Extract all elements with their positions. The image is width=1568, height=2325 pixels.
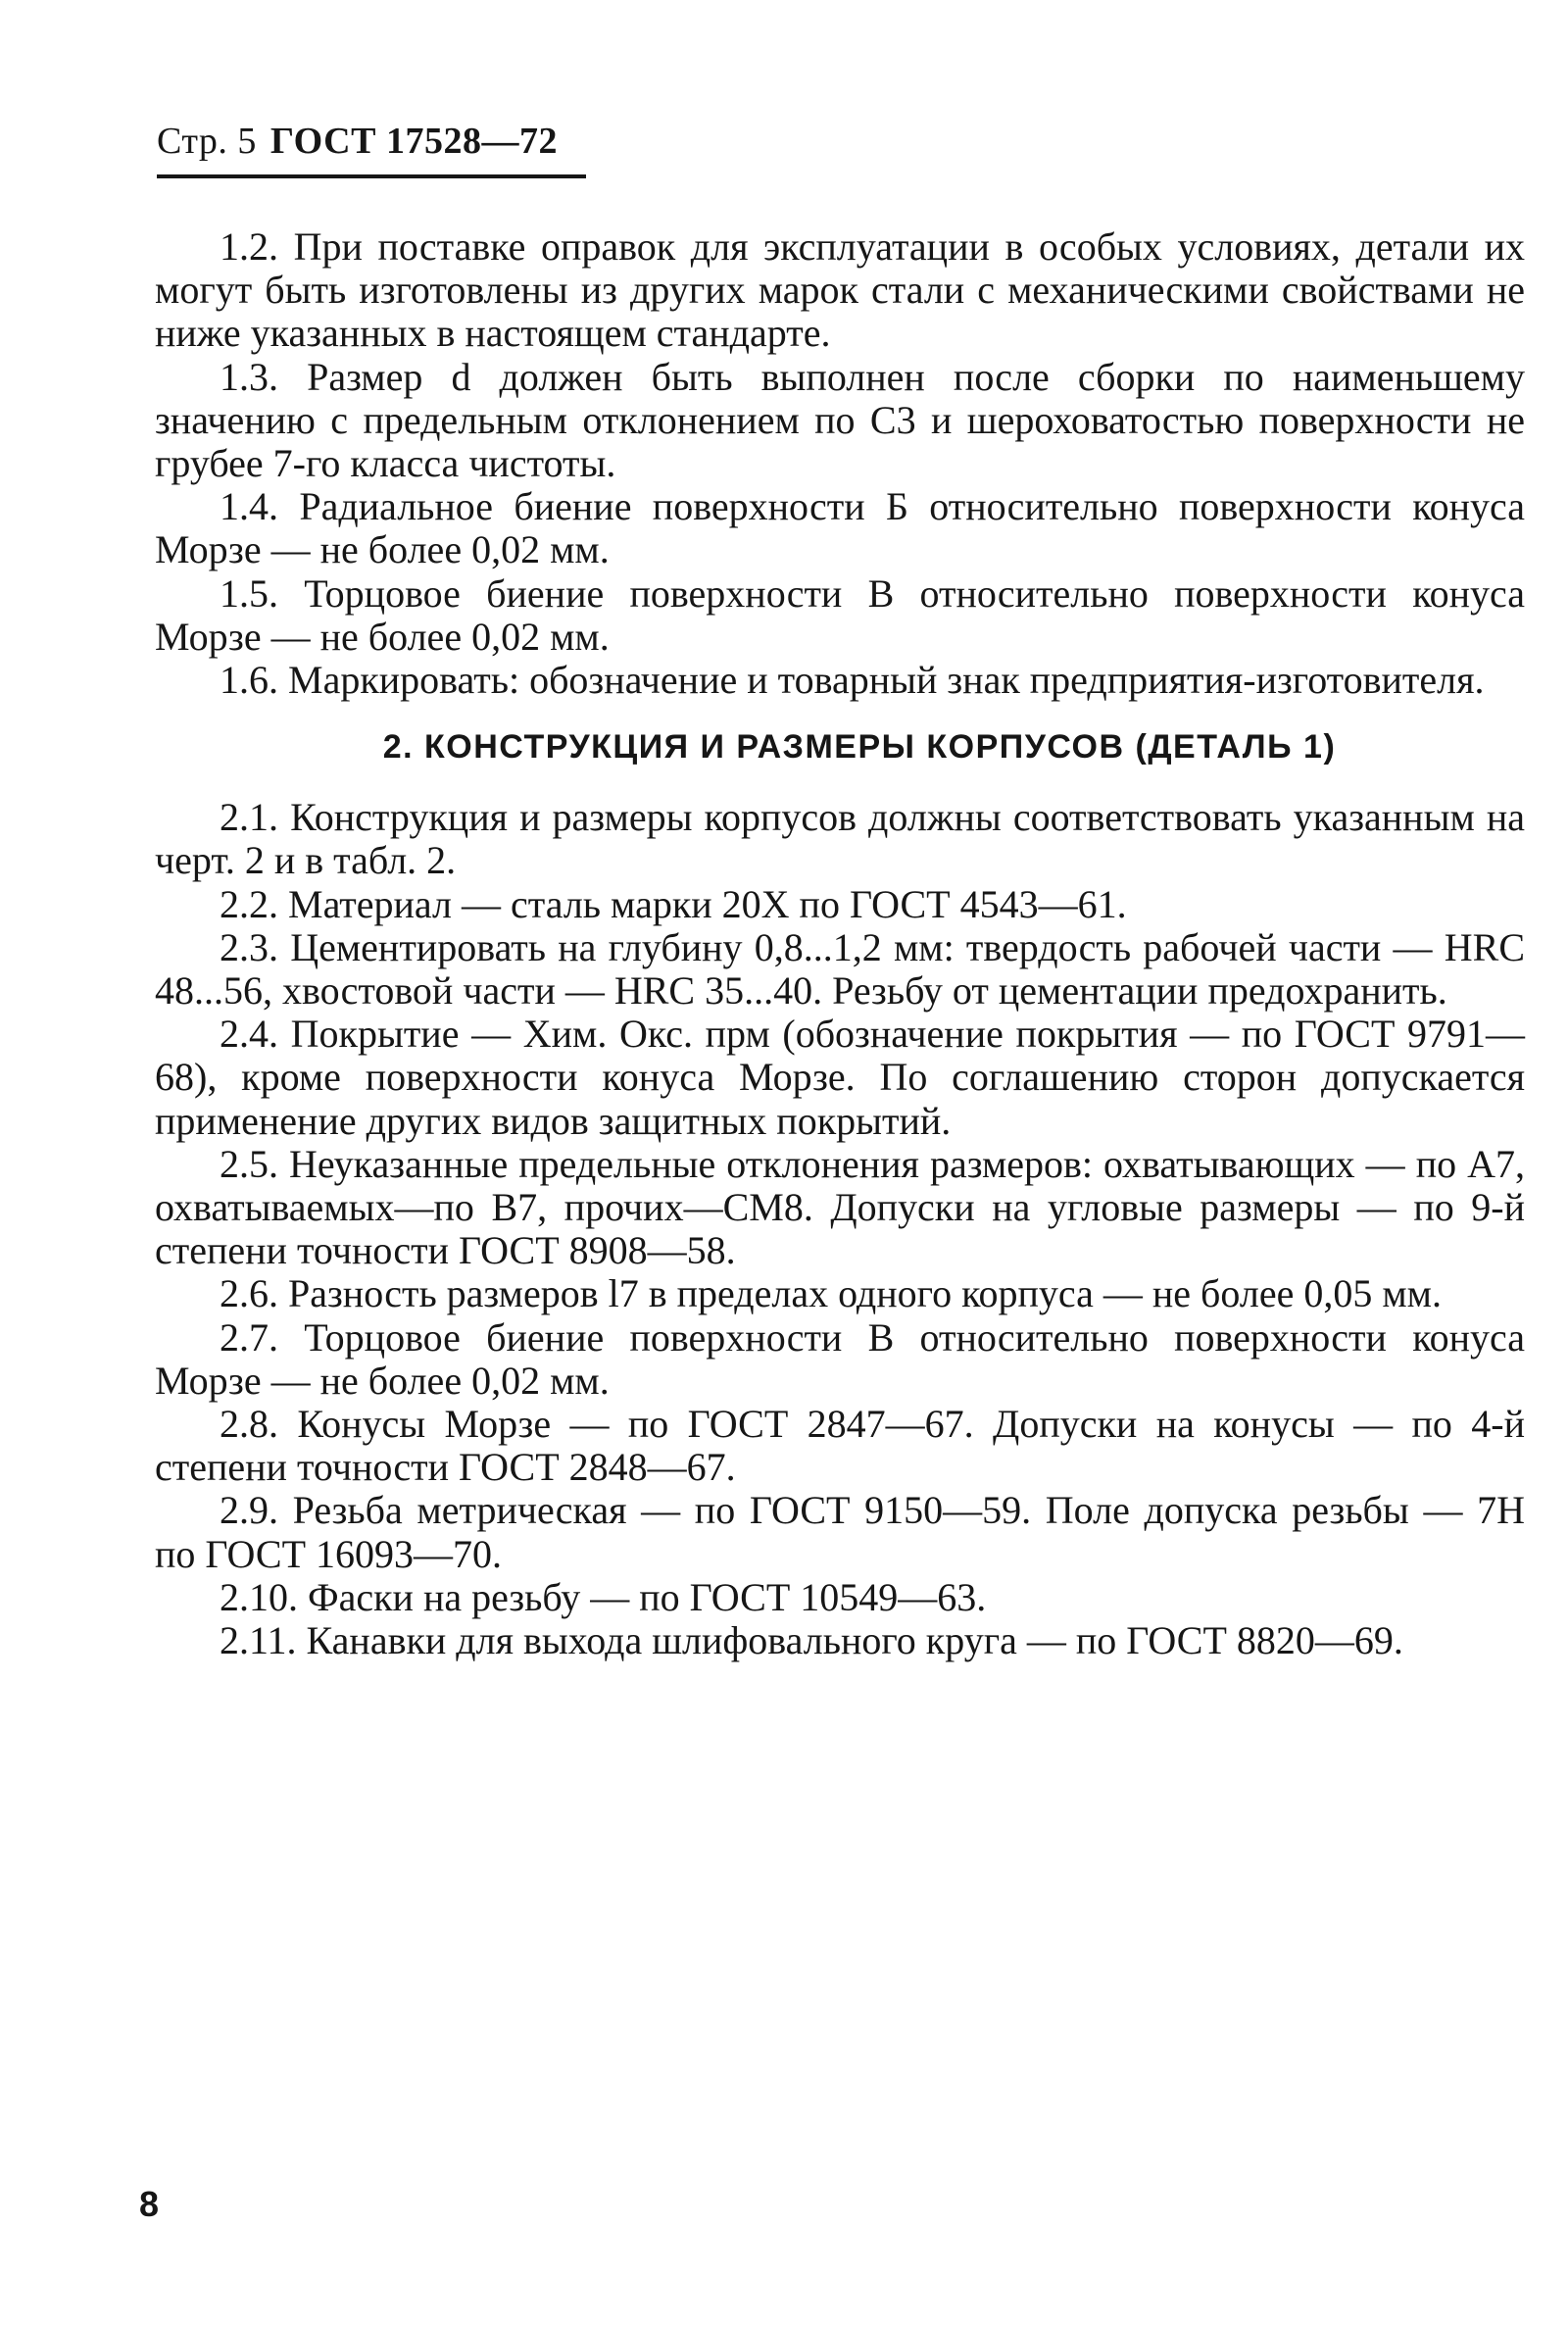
clause-1-6: 1.6. Маркировать: обозначение и товарный знак предприятия-изготовителя. — [220, 658, 1485, 703]
clause-1-3: 1.3. Размер d должен быть выполнен после сборки по наименьшему значению с предельным отклонением по С3 и шероховатостью поверхности не грубее 7-го класса чистоты. — [155, 354, 1525, 486]
page-header — [157, 120, 558, 163]
header-page-label: Стр. 5 — [157, 121, 257, 162]
clause-2-8: 2.8. Конусы Морзе — по ГОСТ 2847—67. Допуски на конусы — по 4-й степени точности ГОСТ 2848—67. — [155, 1402, 1525, 1490]
clause-2-6: 2.6. Разность размеров l7 в пределах одного корпуса — не более 0,05 мм. — [220, 1271, 1442, 1316]
header-standard-number: ГОСТ 17528—72 — [270, 121, 558, 162]
clause-1-2: 1.2. При поставке оправок для эксплуатации в особых условиях, детали их могут быть изготовлены из других марок стали с механическими свойствами не ниже указанных в настоящем стандарте. — [155, 224, 1525, 356]
clause-2-7: 2.7. Торцовое биение поверхности В относительно поверхности конуса Морзе — не более 0,02 мм. — [155, 1314, 1525, 1403]
section-heading: 2. КОНСТРУКЦИЯ И РАЗМЕРЫ КОРПУСОВ (ДЕТАЛЬ 1) — [382, 728, 1337, 767]
clause-2-9: 2.9. Резьба метрическая — по ГОСТ 9150—59. Поле допуска резьбы — 7Н по ГОСТ 16093—70. — [155, 1488, 1525, 1576]
clause-1-4: 1.4. Радиальное биение поверхности Б относительно поверхности конуса Морзе — не более 0,02 мм. — [155, 484, 1525, 572]
clause-2-10: 2.10. Фаски на резьбу — по ГОСТ 10549—63. — [220, 1574, 987, 1619]
clause-2-3: 2.3. Цементировать на глубину 0,8...1,2 мм: твердость рабочей части — HRC 48...56, хвостовой части — HRC 35...40. Резьбу от цементации предохранить. — [155, 924, 1525, 1014]
clause-1-5: 1.5. Торцовое биение поверхности В относительно поверхности конуса Морзе — не более 0,02 мм. — [155, 570, 1525, 659]
header-rule — [157, 174, 586, 178]
clause-2-5: 2.5. Неуказанные предельные отклонения размеров: охватывающих — по А7, охватываемых—по В7, прочих—СМ8. Допуски на угловые размеры — по 9-й степени точности ГОСТ 8908—58. — [155, 1141, 1525, 1273]
clause-2-1: 2.1. Конструкция и размеры корпусов должны соответствовать указанным на черт. 2 и в табл. 2. — [155, 795, 1525, 883]
document-body — [155, 225, 1525, 1662]
clause-2-11: 2.11. Канавки для выхода шлифовального круга — по ГОСТ 8820—69. — [220, 1618, 1403, 1663]
clause-2-2: 2.2. Материал — сталь марки 20Х по ГОСТ 4543—61. — [220, 881, 1127, 926]
page-number: 8 — [139, 2184, 160, 2224]
clause-2-4: 2.4. Покрытие — Хим. Окс. прм (обозначение покрытия — по ГОСТ 9791—68), кроме поверхности конуса Морзе. По соглашению сторон допускается применение других видов защитных покрытий. — [155, 1012, 1525, 1143]
